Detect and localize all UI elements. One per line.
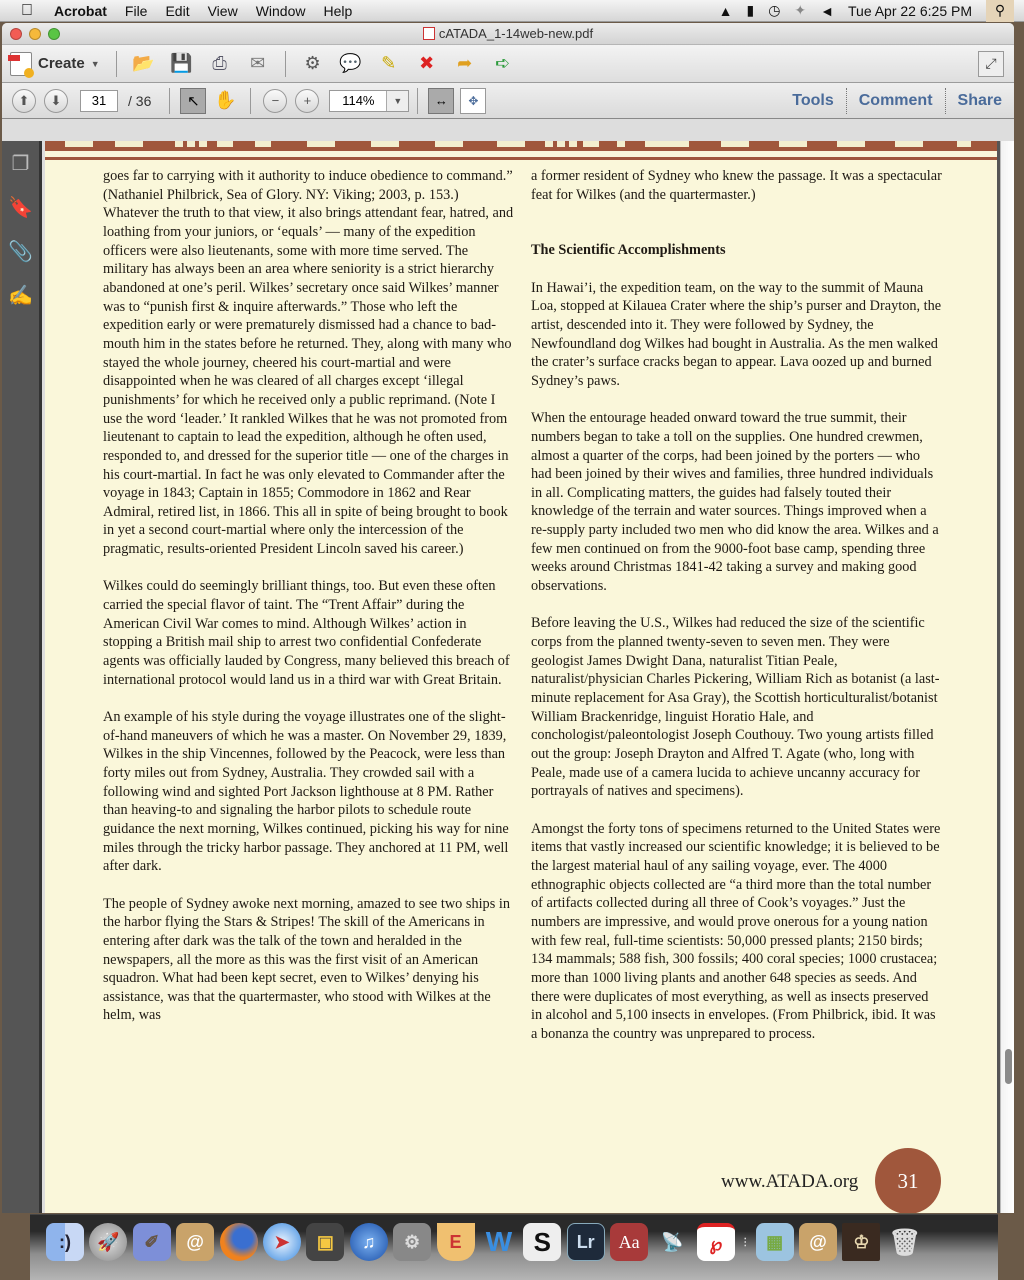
navigation-pane [2, 141, 42, 1213]
espresso-icon[interactable]: E [437, 1223, 475, 1261]
menu-help[interactable]: Help [323, 2, 353, 19]
page-number-input[interactable]: 31 [80, 90, 118, 112]
tab-tools[interactable]: Tools [792, 91, 834, 109]
paragraph: Amongst the forty tons of specimens returned to the United States were items that vastly increased our scientific knowledge; it is believed to be the largest material haul of any sailing voyage, ever. The 4000 ethnographic objects collected are “a third more than the total number of artifacts collected during all three of Cook’s voyages.” Just the numbers are impressive, and would prove onerous for a young nation with few real, full-time scientists: 50,000 pressed plants; 2150 birds; 134 mammals; 588 fish, 300 fossils; 400 coral species; 1000 crustacea; more than 1000 living plants and another 648 species as seeds. And there were duplicates of most everything, as well as insects preserved in alcohol and 5,100 insects in envelopes. (From Philbrick, ibid. It was a bonanza the country was unprepared to process. [531, 820, 941, 1042]
toolbar-divider [116, 51, 117, 77]
insert-page-icon[interactable]: ➪ [495, 53, 511, 73]
clock[interactable]: Tue Apr 22 6:25 PM [848, 2, 972, 19]
paragraph: a former resident of Sydney who knew the passage. It was a spectacular feat for Wilkes (and the quartermaster.) [531, 168, 942, 203]
menu-app-name[interactable]: Acrobat [54, 2, 107, 19]
main-toolbar [2, 45, 1014, 83]
toolbar-divider [285, 51, 286, 77]
previous-page-button[interactable]: ⬆ [12, 89, 36, 113]
zoom-level-select[interactable] [329, 90, 409, 112]
mail-icon[interactable]: ✐ [133, 1223, 171, 1261]
extract-page-icon[interactable]: ➦ [457, 53, 473, 73]
menu-window[interactable]: Window [255, 2, 306, 19]
window-title: cATADA_1-14web-new.pdf [438, 26, 594, 41]
select-tool-icon[interactable]: ↖ [180, 88, 206, 114]
pdf-file-icon [423, 27, 435, 40]
close-window-button[interactable] [10, 28, 22, 40]
finder-icon[interactable]: :) [46, 1223, 84, 1261]
next-page-button[interactable]: ⬇ [44, 89, 68, 113]
total-pages: / 36 [128, 92, 152, 109]
stack-divider: ⋮ [740, 1236, 751, 1248]
fit-width-icon[interactable]: ↔ [428, 88, 454, 114]
paragraph: In Hawai’i, the expedition team, on the way to the summit of Mauna Loa, stopped at Kilauea Crater where the ship’s purser and Drayton, the artist, descended into it. They were followed by Sydney, the Newfoundland dog Wilkes had bought in Australia. As the men walked the crater’s surface cracks began to appear. Lava oozed up and burned Sydney’s paws. [531, 279, 942, 389]
photo-browser-icon[interactable]: ▣ [306, 1223, 344, 1261]
gear-icon[interactable]: ⚙ [304, 53, 321, 73]
title-bar [2, 23, 1014, 45]
print-icon[interactable]: ⎙ [212, 53, 227, 73]
dictionary-icon[interactable]: Aa [610, 1223, 648, 1261]
section-heading: The Scientific Accomplishments [531, 242, 726, 259]
left-column [103, 167, 515, 1044]
page-number-badge: 31 [875, 1148, 941, 1213]
pdf-page [45, 141, 997, 1213]
create-label: Create [38, 55, 85, 72]
paragraph: Wilkes could do seemingly brilliant things, too. But even these often carried the special flavor of taint. The “Trent Affair” during the American Civil War comes to mind. Although Wilkes’ action in stopping a British mail ship to arrest two confidential Confederate agents was officially lauded by Congress, many believed this breach of international protocol would land us in a third war with Great Britain. [103, 578, 510, 688]
trash-icon[interactable]: 🗑 [888, 1226, 922, 1257]
chevron-down-icon: ▼ [90, 58, 100, 69]
full-screen-icon[interactable]: ⤢ [978, 51, 1004, 77]
create-button[interactable] [10, 52, 100, 76]
bookmarks-icon[interactable]: 🔖 [8, 196, 33, 219]
firefox-icon[interactable] [220, 1223, 258, 1261]
fit-page-icon[interactable]: ✥ [460, 88, 486, 114]
highlight-text-icon[interactable]: ✎ [381, 53, 397, 73]
remote-desktop-icon[interactable]: 📡 [661, 1231, 684, 1252]
footer-url: www.ATADA.org [721, 1171, 859, 1192]
right-column [531, 167, 943, 1062]
system-preferences-icon[interactable]: ⚙ [393, 1223, 431, 1261]
menu-edit[interactable]: Edit [165, 2, 190, 19]
tab-share[interactable]: Share [945, 88, 1014, 114]
paragraph: The people of Sydney awoke next morning, amazed to see two ships in the harbor flying the Stars & Stripes! The skill of the Americans in entering after dark was the talk of the town and heralded in the newspapers, all the more as this was the first visit of an American squadron. What had been kept secret, even to Wilkes’ denying his assistance, was that the quartermaster, who stood with Wilkes at the helm, was [103, 895, 510, 1024]
time-machine-icon[interactable]: ◷ [768, 2, 781, 18]
apple-menu-icon[interactable] [16, 2, 38, 20]
page-thumbnails-icon[interactable]: ❐ [11, 152, 30, 175]
email-icon[interactable]: ✉ [250, 53, 266, 73]
delete-page-icon[interactable]: ✖ [419, 53, 435, 73]
hand-tool-icon[interactable]: ✋ [214, 90, 237, 110]
toolbar-divider [250, 88, 251, 114]
eject-icon[interactable]: ▲ [718, 2, 733, 19]
minimize-window-button[interactable] [29, 28, 41, 40]
safari-icon[interactable]: ➤ [263, 1223, 301, 1261]
lightroom-icon[interactable]: Lr [567, 1223, 605, 1261]
documents-folder-icon[interactable]: @ [799, 1223, 837, 1261]
word-icon[interactable]: W [485, 1226, 513, 1257]
paragraph: Before leaving the U.S., Wilkes had reduced the size of the scientific corps from the planned twenty-seven to seven men. They were geologist James Dwight Dana, naturalist Titian Peale, naturalist/physician Charles Pickering, William Rich as botanist (a last-minute replacement for Asa Gray), the Scottish horticulturalist/botanist William Brackenridge, linguist Horatio Hale, and conchologist/paleontologist Joseph Couthouy. Two young artists filled out the group: Joseph Drayton and Alfred T. Agate (who, long with Peale, made use of a camera lucida to achieve uncanny accuracy for portrayals of natives and specimens). [531, 615, 940, 800]
itunes-icon[interactable]: ♫ [350, 1223, 388, 1261]
paragraph: When the entourage headed onward toward the true summit, their numbers began to take a toll on the supplies. One hundred crewmen, almost a quarter of the corps, had been joined by the porters — who had been joined by their wives and families, three hundred individuals in all. Complicating matters, the guides had falsely touted their knowledge of the terrain and water sources. Things improved when a re-supply party included two men who did know the area. Wilkes and a few men continued on from the 9000-foot base camp, spending three weeks around Christmas 1841-42 taking a survey and making good observations. [531, 410, 939, 595]
attachments-icon[interactable]: 📎 [8, 240, 33, 263]
navigation-toolbar [2, 83, 1014, 119]
scrivener-icon[interactable]: S [523, 1223, 561, 1261]
spotlight-search-icon[interactable]: ⚲ [986, 0, 1014, 22]
zoom-window-button[interactable] [48, 28, 60, 40]
paragraph: An example of his style during the voyage illustrates one of the slight-of-hand maneuvers of which he was a master. On November 29, 1839, Wilkes in the ship Vincennes, followed by the Peacock, were less than forty miles out from Sydney, Australia. They crowded sail with a following wind and sighted Port Jackson lighthouse at 8 PM. Rather than heaving-to and signaling the harbor pilots to schedule route guidance the next morning, Wilkes continued, picking his way for nine miles through the tricky harbor passage. They anchored at 11 PM, well after dark. [103, 709, 509, 875]
tab-comment[interactable]: Comment [846, 88, 945, 114]
document-view [45, 141, 1000, 1213]
decorative-border [45, 141, 997, 163]
save-icon[interactable]: 💾 [170, 53, 193, 73]
pictures-folder-icon[interactable]: ▦ [756, 1223, 794, 1261]
acrobat-window [2, 23, 1014, 1213]
menu-view[interactable]: View [207, 2, 238, 19]
dock [30, 1214, 998, 1280]
contacts-icon[interactable]: @ [176, 1223, 214, 1261]
acrobat-icon[interactable]: ℘ [697, 1223, 735, 1261]
zoom-value: 114% [342, 92, 375, 108]
scrollbar-thumb[interactable] [1005, 1049, 1012, 1084]
menu-file[interactable]: File [124, 2, 148, 19]
signatures-icon[interactable]: ✍ [8, 284, 33, 307]
chevron-down-icon[interactable]: ▼ [386, 91, 408, 111]
toolbar-divider [417, 88, 418, 114]
comment-bubble-icon[interactable]: 💬 [339, 53, 362, 73]
paragraph: goes far to carrying with it authority to induce obedience to command.” (Nathaniel Philbrick, Sea of Glory. NY: Viking; 2003, p. 153.) Whatever the truth to that view, it also brings attendant fear, hatred, and loathing from your juniors, or ‘equals’ — many of the expedition officers were also lieutenants, some with more time served. The military has always been an area where seniority is a strict hierarchy abandoned at one’s peril. Wilkes’ secretary once said Wilkes’ manner was to “punish first & inquire afterwards.” Those who left the expedition early or were prematurely dismissed had a chance to bad-mouth him in the states before he returned. They, along with many who stayed the whole journey, cheered his court-martial and were disappointed when he was cleared of all charges except ‘illegal punishments’ for which he received only a public reprimand. (Note I use the word ‘leader.’ It rankled Wilkes that he was not promoted from lieutenant to captain to lead the expedition, although he often used, responded to, and dressed for the superior title — one of the charges in his court-martial. In fact he was only elevated to Commander after the voyage in 1843; Captain in 1855; Commodore in 1862 and Rear Admiral, retired list, in 1866. This all in spite of being brought to book in yet a second court-martial where only the intercession of the pragmatic, results-oriented President Lincoln saved his career.) [103, 168, 514, 558]
vertical-scrollbar[interactable] [1000, 141, 1014, 1213]
menu-bar [0, 0, 1024, 22]
zoom-in-button[interactable]: + [295, 89, 319, 113]
volume-icon[interactable]: ◄ [820, 2, 834, 19]
create-pdf-icon [10, 52, 32, 76]
bluetooth-icon[interactable]: ✦ [794, 2, 807, 18]
open-folder-icon[interactable]: 📂 [132, 53, 155, 73]
battery-icon[interactable]: ▮ [746, 2, 755, 18]
launchpad-icon[interactable]: 🚀 [89, 1223, 127, 1261]
zoom-out-button[interactable]: − [263, 89, 287, 113]
book-cover-icon[interactable]: ♔ [842, 1223, 880, 1261]
toolbar-divider [169, 88, 170, 114]
